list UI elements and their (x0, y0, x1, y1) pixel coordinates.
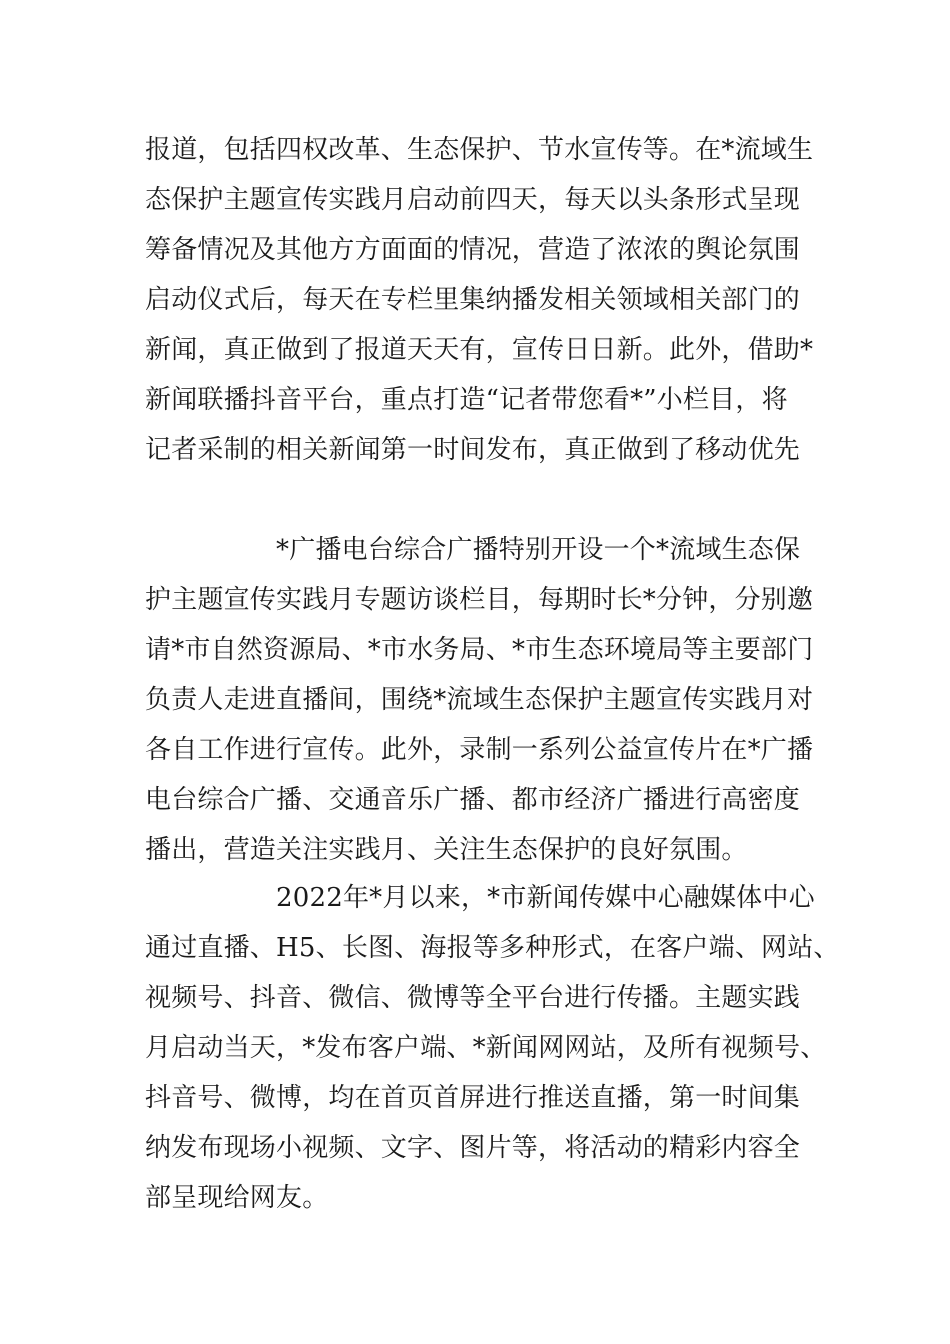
text-line: 电台综合广播、交通音乐广播、都市经济广播进行高密度 (145, 785, 801, 815)
text-line: 新闻，真正做到了报道天天有，宣传日日新。此外，借助* (145, 335, 814, 365)
text-line: 请*市自然资源局、*市水务局、*市生态环境局等主要部门 (145, 635, 814, 665)
text-line: *广播电台综合广播特别开设一个*流域生态保 (276, 535, 801, 565)
text-line: 播出，营造关注实践月、关注生态保护的良好氛围。 (145, 835, 748, 865)
text-line: 负责人走进直播间，围绕*流域生态保护主题宣传实践月对 (145, 685, 814, 715)
text-line: 各自工作进行宣传。此外，录制一系列公益宣传片在*广播 (145, 735, 814, 765)
text-line: 通过直播、H5、长图、海报等多种形式，在客户端、网站、 (145, 933, 840, 963)
text-line: 月启动当天，*发布客户端、*新闻网网站，及所有视频号、 (145, 1033, 827, 1063)
text-line: 筹备情况及其他方方面面的情况，营造了浓浓的舆论氛围 (145, 235, 801, 265)
text-line: 报道，包括四权改革、生态保护、节水宣传等。在*流域生 (145, 135, 814, 165)
text-line: 2022年*月以来，*市新闻传媒中心融媒体中心 (276, 883, 815, 913)
text-line: 新闻联播抖音平台，重点打造“记者带您看*”小栏目，将 (145, 385, 788, 415)
text-line: 记者采制的相关新闻第一时间发布，真正做到了移动优先 (145, 435, 801, 465)
text-line: 视频号、抖音、微信、微博等全平台进行传播。主题实践 (145, 983, 801, 1013)
text-line: 抖音号、微博，均在首页首屏进行推送直播，第一时间集 (145, 1083, 801, 1113)
text-line: 纳发布现场小视频、文字、图片等，将活动的精彩内容全 (145, 1133, 801, 1163)
text-line: 启动仪式后，每天在专栏里集纳播发相关领域相关部门的 (145, 285, 801, 315)
text-line: 态保护主题宣传实践月启动前四天，每天以头条形式呈现 (145, 185, 801, 215)
text-line: 护主题宣传实践月专题访谈栏目，每期时长*分钟，分别邀 (145, 585, 814, 615)
text-line: 部呈现给网友。 (145, 1183, 329, 1213)
